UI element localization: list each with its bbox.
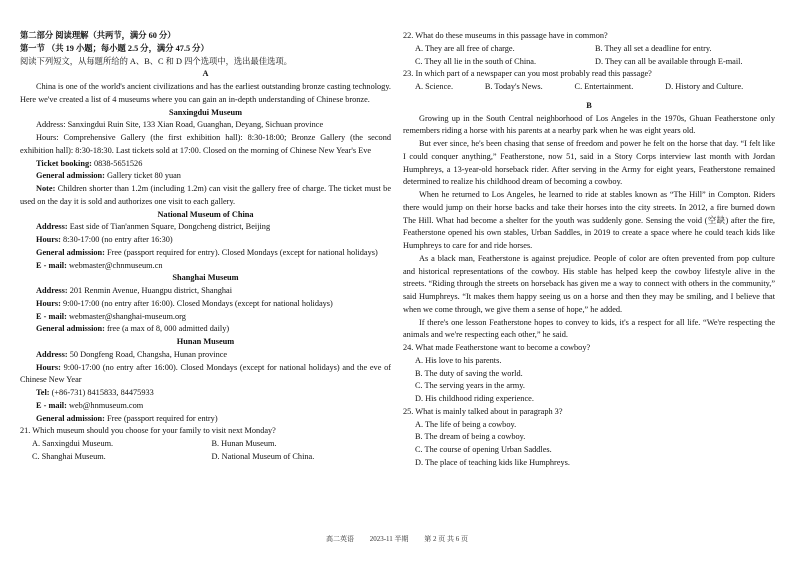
instruction: 阅读下列短文，从每题所给的 A、B、C 和 D 四个选项中，选出最佳选项。 [20, 56, 292, 66]
hunan-tel [20, 387, 391, 400]
q22-option-b[interactable]: B. They all set a deadline for entry. [595, 43, 712, 53]
section-title: 第二部分 阅读理解（共两节，满分 60 分） [20, 31, 176, 40]
hours-value: 8:30-17:00 (no entry after 16:30) [60, 235, 173, 244]
question-21-stem: 21. Which museum should you choose for your family to visit next Monday? [20, 426, 276, 436]
admission-label: General admission: [36, 247, 105, 257]
question-23-options [403, 81, 775, 94]
museum-title-sanxingdui: Sanxingdui Museum [168, 107, 243, 117]
hunan-email [20, 400, 391, 413]
q23-option-b[interactable]: B. Today's News. [484, 82, 543, 91]
email-label: E - mail: [36, 260, 67, 270]
sanxingdui-note [20, 183, 391, 209]
shanghai-hours [20, 298, 391, 311]
sanxingdui-hours: Hours: Comprehensive Gallery (the first exhibition hall): 8:30-18:00; Bronze Gallery (the second exhibition hall): 8:30-18:30. Last tickets sold at 17:00. Closed on the morning of Chinese New Year's Eve [20, 133, 391, 155]
question-22-options-row1 [403, 43, 775, 56]
admission-label: General admission: [36, 171, 105, 181]
tel-label: Tel: [36, 388, 50, 397]
hunan-address [20, 349, 391, 362]
question-23-stem: 23. In which part of a newspaper can you most probably read this passage? [403, 69, 652, 79]
q22-option-c[interactable]: C. They all lie in the south of China. [415, 56, 537, 66]
shanghai-admission [20, 323, 391, 336]
left-column [20, 30, 391, 464]
q21-option-d[interactable]: D. National Museum of China. [211, 451, 315, 461]
footer-term: 2023-11 半期 [369, 535, 409, 543]
q23-option-d[interactable]: D. History and Culture. [665, 82, 744, 91]
passage-b-paragraph-4: As a black man, Featherstone is against prejudice. People of color are often prevented from pop culture and historical representations of the cowboy. His stable has helped keep the cowboy lifestyle alive in the streets. “Riding through the streets on horseback has given me a way to connect with others in the community,” said Humphreys. “It makes them happy seeing us on a horse and then they may be smiling, and I believe that when we come through, we give them a sense of hope,” he added. [403, 253, 775, 314]
address-value: 201 Renmin Avenue, Huangpu district, Shanghai [67, 286, 233, 295]
passage-b-paragraph-2: But ever since, he's been chasing that sense of freedom and power he felt on the horse that day. “I felt like I could conquer anything,” Featherstone, now 51, said in a Story Corps interview last month with Jordan Humphreys, a 13-year-old horseback rider. After serving in the Army for eight years, Featherstone remained determined to realize his childhood dream of becoming a cowboy. [403, 139, 775, 187]
hunan-hours [20, 362, 391, 388]
address-label: Address: [36, 222, 68, 232]
national-hours [20, 234, 391, 247]
note-label: Note: [36, 184, 56, 193]
q24-option-b[interactable]: B. The duty of saving the world. [415, 368, 523, 378]
national-email [20, 260, 391, 273]
museum-title-shanghai: Shanghai Museum [172, 273, 239, 283]
q21-option-b[interactable]: B. Hunan Museum. [211, 439, 277, 448]
admission-label: General admission: [36, 413, 105, 423]
email-value: webmaster@chnmuseum.cn [66, 260, 163, 270]
address-label: Address: [36, 349, 68, 359]
shanghai-address [20, 285, 391, 298]
ticket-value: 0838-5651526 [91, 158, 143, 168]
museum-title-national: National Museum of China [157, 209, 254, 219]
address-value: East side of Tian'anmen Square, Dongcheng district, Beijing [67, 222, 271, 232]
email-value: web@hnmuseum.com [66, 400, 144, 410]
page-footer [0, 534, 794, 544]
hours-label: Hours: [36, 235, 61, 244]
footer-page-number: 第 2 页 共 6 页 [424, 535, 469, 543]
passage-b-paragraph-3: When he returned to Los Angeles, he learned to ride at stables known as “The Hill” in Compton. Riders there would jump on their horse backs and take their horses into the city streets. In 2012, a fire burned down The Hill. What had become a shelter for the youth was suddenly gone. Sensing the void (空缺) after the fire, Featherstone opened his own stables, Urban Saddles, in 2019 to create a space where he could teach kids like Humphreys to care for and ride horses. [403, 190, 775, 250]
hunan-admission [20, 413, 391, 426]
passage-b-paragraph-1: Growing up in the South Central neighborhood of Los Angeles in the 1970s, Ghuan Featherstone only remembers riding a horse with his parents at a nearby park when he was eight years old. [403, 113, 775, 136]
q21-option-a[interactable]: A. Sanxingdui Museum. [32, 439, 114, 448]
email-label: E - mail: [36, 311, 67, 321]
sanxingdui-address: Address: Sanxingdui Ruin Site, 133 Xian Road, Guanghan, Deyang, Sichuan province [36, 120, 324, 130]
sanxingdui-ticket [20, 158, 391, 171]
national-address [20, 221, 391, 234]
q25-option-d[interactable]: D. The place of teaching kids like Humphreys. [415, 457, 570, 467]
passage-b-paragraph-5: If there's one lesson Featherstone hopes to convey to kids, it's a respect for all life. “We're respecting the animals and we're respecting each other,” he said. [403, 317, 775, 340]
question-24-stem: 24. What made Featherstone want to become a cowboy? [403, 343, 591, 352]
question-22-stem: 22. What do these museums in this passage have in common? [403, 31, 608, 40]
q24-option-c[interactable]: C. The serving years in the army. [415, 381, 525, 391]
right-column [403, 30, 775, 470]
hours-label: Hours: [36, 298, 61, 308]
passage-a-intro: China is one of the world's ancient civilizations and has the earliest outstanding bronze casting technology. Here we've created a list of 4 museums where you can gain an in-depth understanding of Chinese bronze. [20, 82, 391, 104]
email-value: webmaster@shanghai-museum.org [66, 311, 186, 321]
hours-label: Hours: [36, 362, 61, 372]
q22-option-a[interactable]: A. They are all free of charge. [415, 43, 515, 53]
question-21-options-row2 [20, 451, 391, 464]
address-label: Address: [36, 286, 68, 295]
admission-label: General admission: [36, 324, 105, 334]
admission-value: Gallery ticket 80 yuan [104, 171, 181, 181]
q24-option-a[interactable]: A. His love to his parents. [415, 355, 502, 365]
question-21-options-row1 [20, 438, 391, 451]
note-value: Children shorter than 1.2m (including 1.2m) can visit the gallery free of charge. The ticket must be used on the day it is sold and authorizes one visit to each gallery. [20, 184, 391, 206]
hours-value: 9:00-17:00 (no entry after 16:00). Closed Mondays (except for national holidays) [60, 298, 333, 308]
q25-option-c[interactable]: C. The course of opening Urban Saddles. [415, 445, 552, 454]
question-22-options-row2 [403, 56, 775, 69]
q23-option-c[interactable]: C. Entertainment. [574, 82, 634, 91]
address-value: 50 Dongfeng Road, Changsha, Hunan province [67, 349, 228, 359]
museum-title-hunan: Hunan Museum [176, 337, 235, 346]
part-title: 第一节 （共 19 小题；每小题 2.5 分，满分 47.5 分） [20, 43, 209, 53]
ticket-label: Ticket booking: [36, 158, 92, 168]
admission-value: Free (passport required for entry). Closed Mondays (except for national holidays) [104, 247, 378, 257]
q21-option-c[interactable]: C. Shanghai Museum. [32, 451, 106, 461]
q25-option-b[interactable]: B. The dream of being a cowboy. [415, 432, 526, 442]
email-label: E - mail: [36, 400, 67, 410]
national-admission [20, 247, 391, 260]
passage-a-label: A [202, 69, 209, 79]
q23-option-a[interactable]: A. Science. [415, 82, 454, 91]
shanghai-email [20, 311, 391, 324]
q22-option-d[interactable]: D. They can all be available through E-mail. [595, 56, 743, 66]
admission-value: Free (passport required for entry) [104, 413, 218, 423]
tel-value: (+86-731) 8415833, 84475933 [49, 388, 154, 397]
sanxingdui-admission [20, 170, 391, 183]
hours-value: 9:00-17:00 (no entry after 16:00). Closed Mondays (except for national holidays) and the eve of Chinese New Year [20, 362, 391, 385]
question-25-stem: 25. What is mainly talked about in paragraph 3? [403, 406, 563, 416]
passage-b-label: B [586, 100, 592, 110]
q25-option-a[interactable]: A. The life of being a cowboy. [415, 419, 517, 429]
footer-subject: 高二英语 [325, 535, 354, 543]
admission-value: free (a max of 8, 000 admitted daily) [104, 324, 230, 334]
q24-option-d[interactable]: D. His childhood riding experience. [415, 394, 534, 403]
